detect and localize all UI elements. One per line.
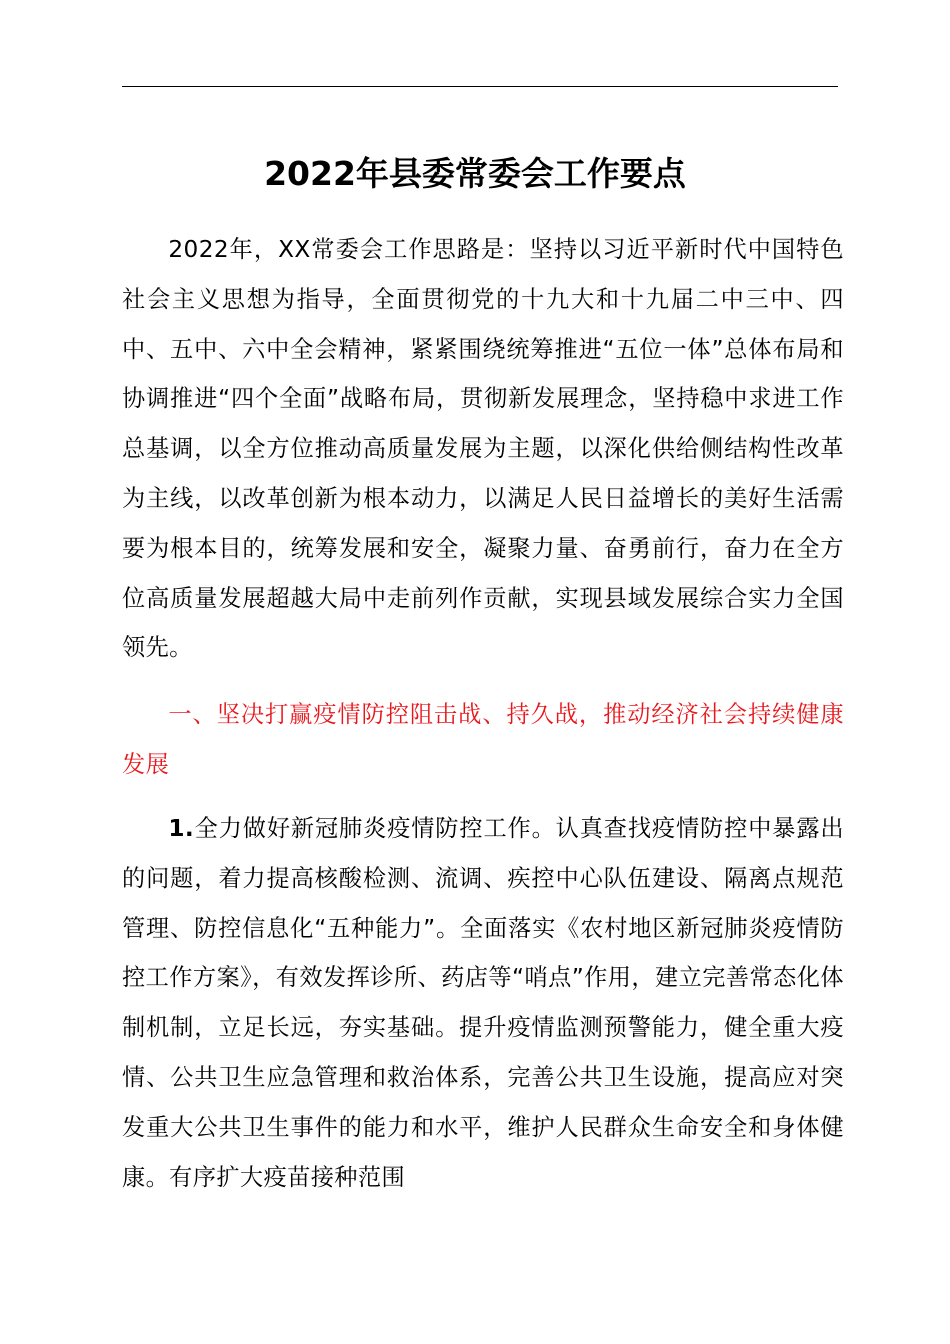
item-1-paragraph [122, 804, 844, 1202]
header-rule [122, 86, 838, 87]
item-1-number: 1. [168, 815, 195, 842]
intro-paragraph: 2022年，XX常委会工作思路是：坚持以习近平新时代中国特色社会主义思想为指导，全面贯彻党的十九大和十九届二中三中、四中、五中、六中全会精神，紧紧围绕统筹推进“五位一体”总体布局和协调推进“四个全面”战略布局，贯彻新发展理念，坚持稳中求进工作总基调，以全方位推动高质量发展为主题，以深化供给侧结构性改革为主线，以改革创新为根本动力，以满足人民日益增长的美好生活需要为根本目的，统筹发展和安全，凝聚力量、奋勇前行，奋力在全方位高质量发展超越大局中走前列作贡献，实现县域发展综合实力全国领先。 [122, 236, 844, 662]
document-title: 2022年县委常委会工作要点 [264, 154, 686, 193]
section-heading-1: 一、坚决打赢疫情防控阻击战、持久战，推动经济社会持续健康发展 [122, 701, 844, 778]
item-1-text: 全力做好新冠肺炎疫情防控工作。认真查找疫情防控中暴露出的问题，着力提高核酸检测、流调、疾控中心队伍建设、隔离点规范管理、防控信息化“五种能力”。全面落实《农村地区新冠肺炎疫情防控工作方案》，有效发挥诊所、药店等“哨点”作用，建立完善常态化体制机制，立足长远，夯实基础。提升疫情监测预警能力，健全重大疫情、公共卫生应急管理和救治体系，完善公共卫生设施，提高应对突发重大公共卫生事件的能力和水平，维护人民群众生命安全和身体健康。有序扩大疫苗接种范围 [122, 815, 844, 1191]
